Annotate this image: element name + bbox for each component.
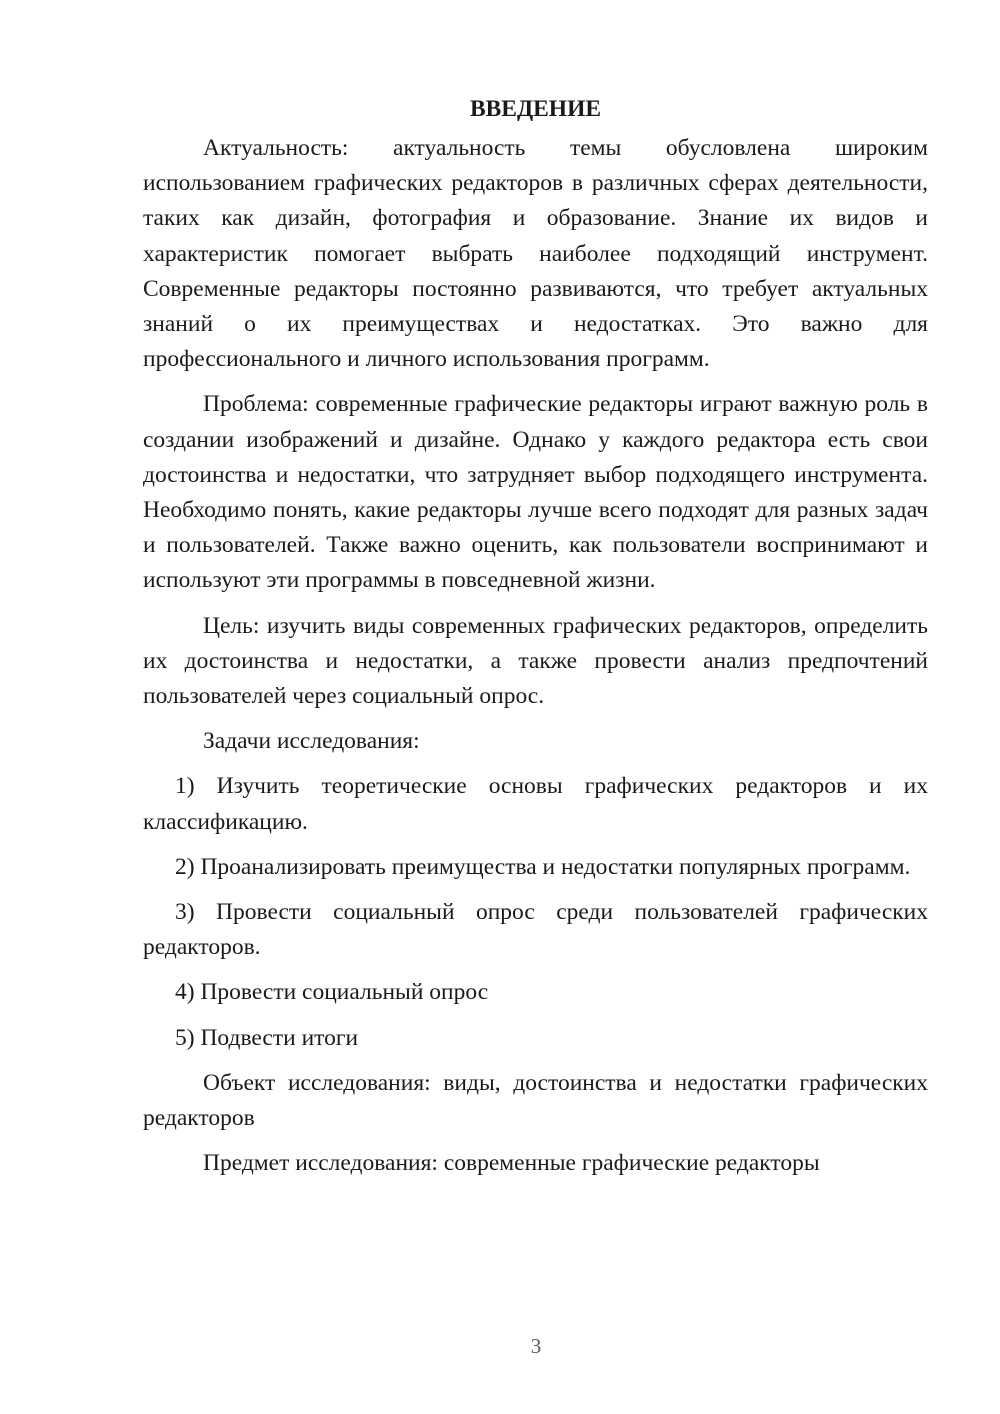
list-item: 5) Подвести итоги: [175, 1024, 359, 1051]
page-content: [143, 92, 928, 1181]
list-item: 4) Провести социальный опрос: [175, 979, 489, 1006]
list-item: 1) Изучить теоретические основы графических редакторов и их классификацию.: [143, 773, 928, 835]
list-item: 2) Проанализировать преимущества и недостатки популярных программ.: [175, 853, 911, 880]
page-number: 3: [530, 1334, 542, 1358]
paragraph-problem: Проблема: современные графические редакторы играют важную роль в создании изображений и дизайне. Однако у каждого редактора есть свои достоинства и недостатки, что затрудняет выбор подходящего инструмента. Необходимо понять, какие редакторы лучше всего подходят для разных задач и пользователей. Также важно оценить, как пользователи воспринимают и используют эти программы в повседневной жизни.: [143, 391, 928, 594]
page-title: ВВЕДЕНИЕ: [469, 96, 602, 122]
paragraph-goal: Цель: изучить виды современных графических редакторов, определить их достоинства и недостатки, а также провести анализ предпочтений пользователей через социальный опрос.: [143, 612, 928, 710]
tasks-list: [143, 769, 928, 1055]
paragraph-relevance: Актуальность: актуальность темы обусловлена широким использованием графических редакторов в различных сферах деятельности, таких как дизайн, фотография и образование. Знание их видов и характеристик помогает выбрать наиболее подходящий инструмент. Современные редакторы постоянно развиваются, что требует актуальных знаний о их преимуществах и недостатках. Это важно для профессионального и личного использования программ.: [143, 135, 928, 373]
list-item: 3) Провести социальный опрос среди пользователей графических редакторов.: [143, 899, 928, 961]
tasks-title: Задачи исследования:: [203, 728, 420, 755]
paragraph-subject: Предмет исследования: современные графические редакторы: [203, 1150, 820, 1177]
paragraph-object: Объект исследования: виды, достоинства и недостатки графических редакторов: [143, 1069, 928, 1132]
